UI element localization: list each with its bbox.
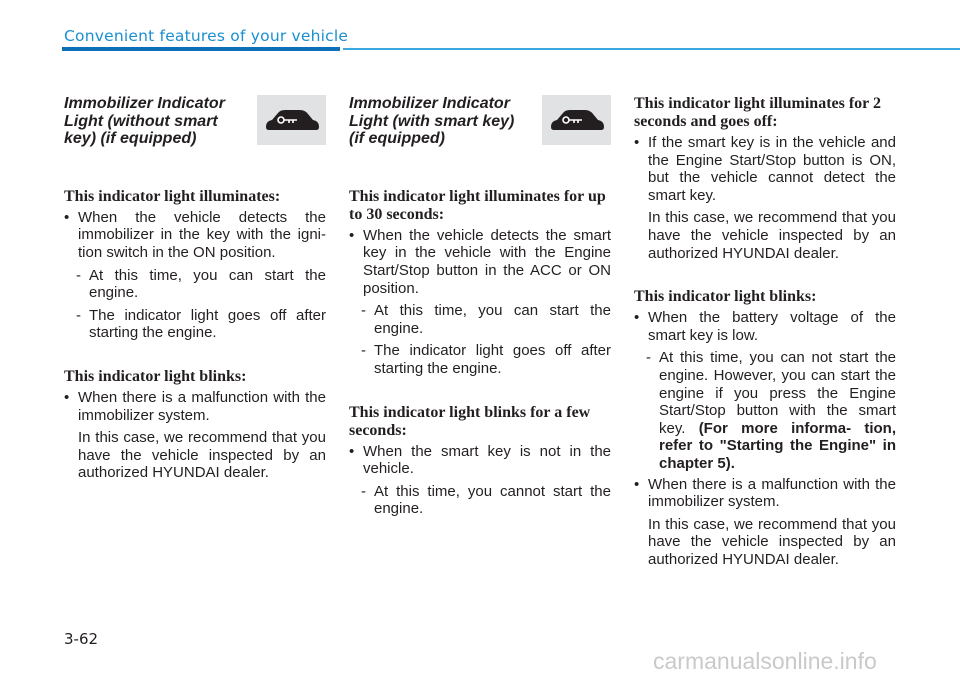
subheading: This indicator light blinks:: [64, 367, 247, 385]
page-number: 3-62: [64, 630, 99, 648]
subheading: This indicator light illuminates for up to 30 seconds:: [349, 187, 606, 223]
bullet-item: • When the battery voltage of the smart key is low.: [634, 309, 896, 344]
dash-item: - At this time, you can start the engine.: [361, 302, 611, 337]
watermark: carmanualsonline.info: [653, 648, 877, 674]
car-key-icon: [542, 95, 611, 145]
bullet-item: • When the vehicle detects the smart key in the vehicle with the Engine Start/Stop button in the ACC or ON position.: [349, 226, 611, 297]
header-rule-dark: [62, 47, 340, 51]
bullet-item: • If the smart key is in the vehicle and the Engine Start/Stop button is ON, but the vehicle cannot detect the smart key.: [634, 134, 896, 204]
cross-reference: (For more informa- tion, refer to "Starting the Engine" in chapter 5).: [659, 419, 896, 472]
car-key-icon: [257, 95, 326, 145]
section-header: Convenient features of your vehicle: [64, 27, 349, 45]
subheading: This indicator light blinks for a few seconds:: [349, 403, 591, 439]
subheading: This indicator light illuminates for 2 seconds and goes off:: [634, 95, 881, 130]
dash-item: - At this time, you can start the engine.: [76, 266, 326, 302]
note-paragraph: In this case, we recommend that you have the vehicle inspected by an authorized HYUNDAI dealer.: [648, 209, 896, 262]
bullet-item: • When there is a malfunction with the immobilizer system.: [634, 475, 896, 511]
dash-item: - The indicator light goes off after starting the engine.: [76, 306, 326, 342]
dash-item: - At this time, you cannot start the engine.: [361, 482, 611, 518]
section-title: Immobilizer Indicator Light (with smart key) (if equipped): [349, 95, 515, 148]
subheading: This indicator light blinks:: [634, 288, 817, 306]
dash-item: - At this time, you can not start the engine. However, you can start the engine if you press the Engine Start/Stop button with the smart key. (For more informa- tion, refer to "Starting the Engine" in chapter 5).: [646, 349, 896, 472]
note-paragraph: In this case, we recommend that you have the vehicle inspected by an authorized HYUNDAI dealer.: [78, 429, 326, 482]
bullet-item: • When the smart key is not in the vehicle.: [349, 442, 611, 478]
column-continued: [634, 95, 896, 568]
column-immobilizer-without-smart-key: [64, 95, 326, 482]
subheading: This indicator light illuminates:: [64, 187, 281, 205]
header-rule-light: [343, 48, 960, 50]
bullet-item: • When the vehicle detects the immobilizer in the key with the igni- tion switch in the ON position.: [64, 208, 326, 261]
column-immobilizer-with-smart-key: [349, 95, 611, 518]
section-title: Immobilizer Indicator Light (without smart key) (if equipped): [64, 95, 225, 148]
bullet-item: • When there is a malfunction with the immobilizer system.: [64, 388, 326, 424]
dash-item: - The indicator light goes off after starting the engine.: [361, 342, 611, 377]
note-paragraph: In this case, we recommend that you have the vehicle inspected by an authorized HYUNDAI dealer.: [648, 515, 896, 568]
